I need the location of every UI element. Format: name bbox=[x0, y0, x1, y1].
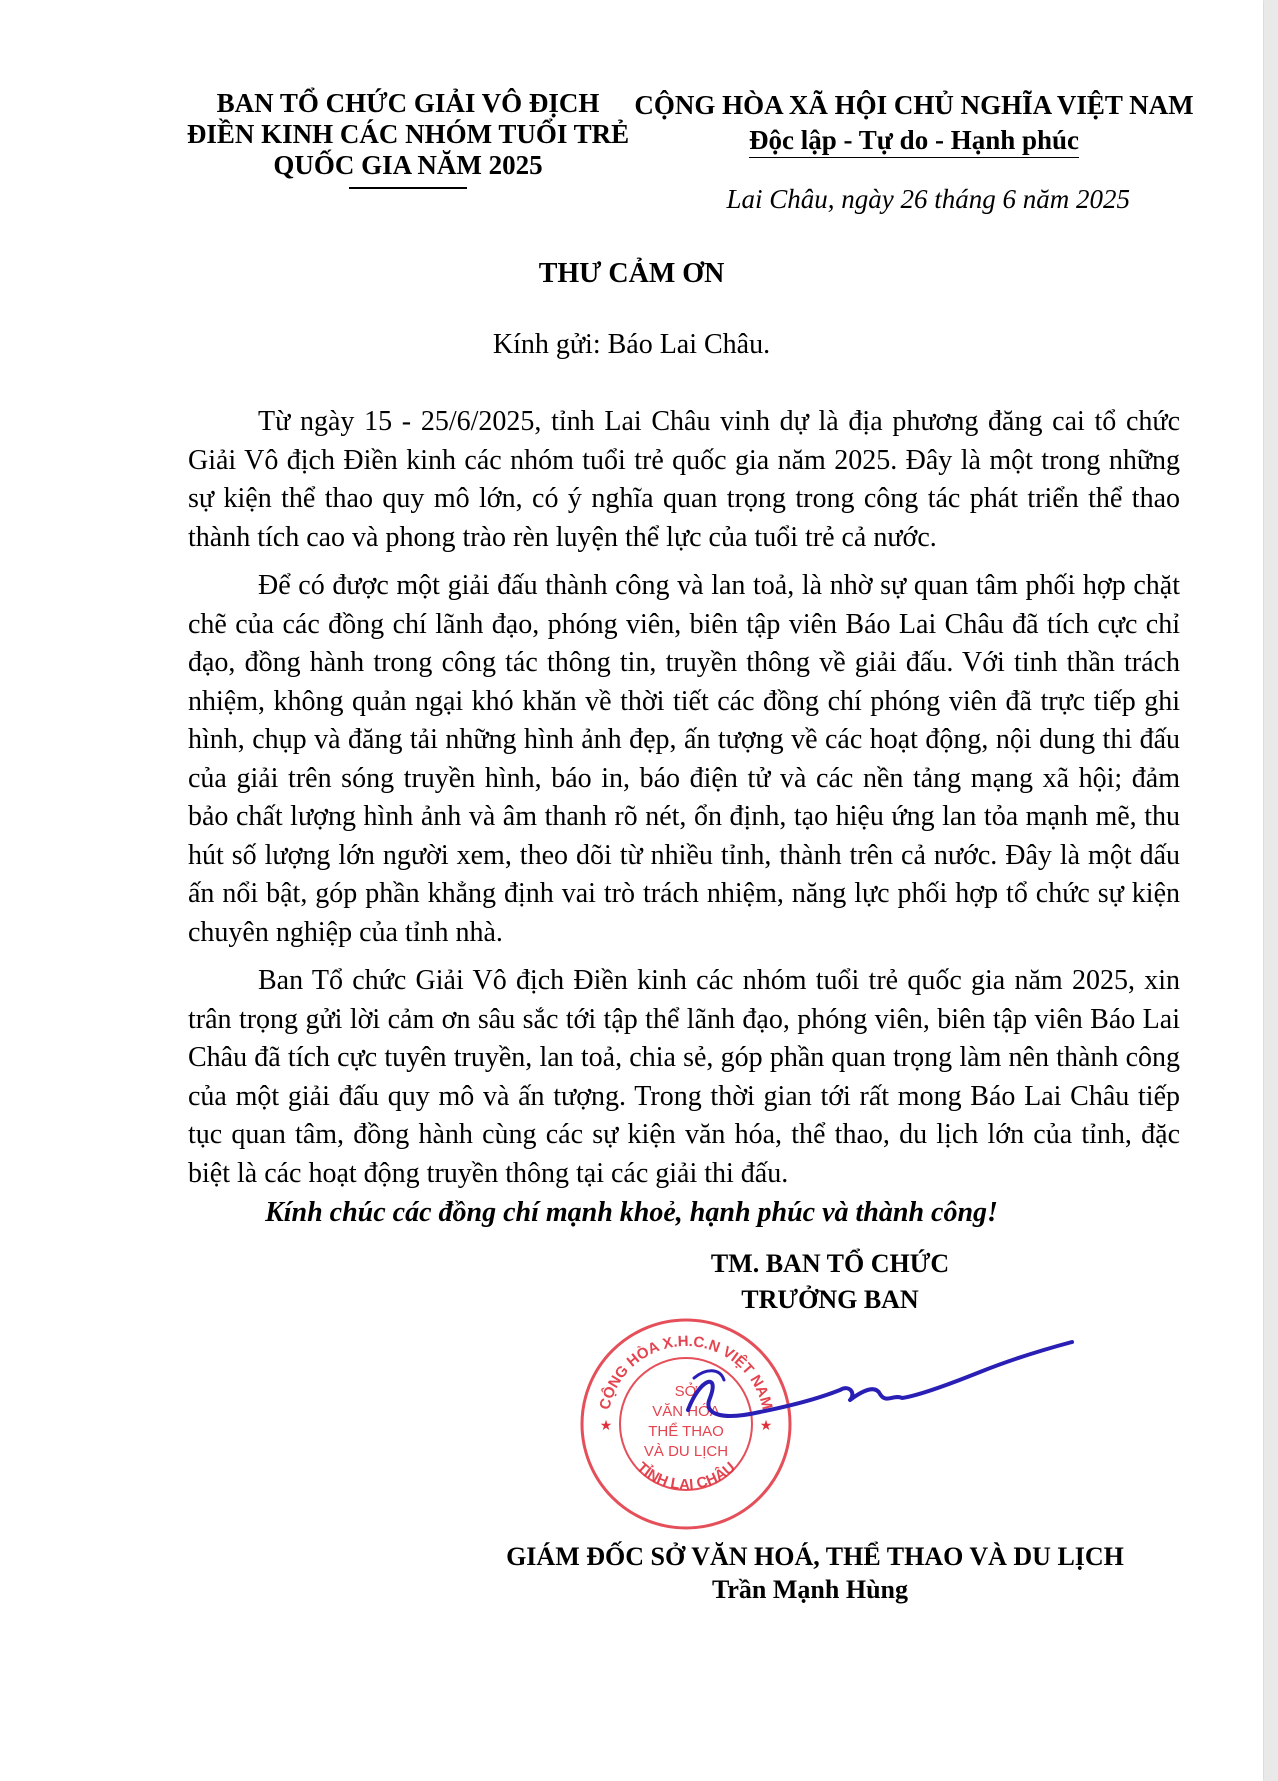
signature-org-line2: TRƯỞNG BAN bbox=[741, 1285, 919, 1314]
national-motto: Độc lập - Tự do - Hạnh phúc bbox=[749, 125, 1079, 158]
page-edge bbox=[1264, 0, 1278, 1781]
handwritten-signature bbox=[680, 1328, 1080, 1438]
recipient-line: Kính gửi: Báo Lai Châu. bbox=[492, 329, 771, 360]
seal-center-line: SỞ bbox=[674, 1383, 698, 1400]
body-paragraph: Ban Tổ chức Giải Vô địch Điền kinh các nhóm tuổi trẻ quốc gia năm 2025, xin trân trọng gửi lời cảm ơn sâu sắc tới tập thể lãnh đạo, phóng viên, biên tập viên Báo Lai Châu đã tích cực tuyên truyền, lan toả, chia sẻ, góp phần quan trọng làm nên thành công của một giải đấu quy mô và ấn tượng. Trong thời gian tới rất mong Báo Lai Châu tiếp tục quan tâm, đồng hành cùng các sự kiện văn hóa, thể thao, du lịch lớn của tỉnh, đặc biệt là các hoạt động truyền thông tại các giải thi đấu. bbox=[188, 965, 1180, 1189]
svg-text:TỈNH LAI CHÂU bbox=[633, 1459, 738, 1494]
body-paragraph: Để có được một giải đấu thành công và lan toả, là nhờ sự quan tâm phối hợp chặt chẽ của các đồng chí lãnh đạo, phóng viên, biên tập viên Báo Lai Châu đã tích cực chỉ đạo, đồng hành trong công tác thông tin, truyền thông về giải đấu. Với tinh thần trách nhiệm, không quản ngại khó khăn về thời tiết các đồng chí phóng viên đã trực tiếp ghi hình, chụp và đăng tải những hình ảnh đẹp, ấn tượng về các hoạt động, nội dung thi đấu của giải trên sóng truyền hình, báo in, báo điện tử và các nền tảng mạng xã hội; đảm bảo chất lượng hình ảnh và âm thanh rõ nét, ổn định, tạo hiệu ứng lan tỏa mạnh mẽ, thu hút số lượng lớn người xem, theo dõi từ nhiều tỉnh, thành trên cả nước. Đây là một dấu ấn nổi bật, góp phần khẳng định vai trò trách nhiệm, năng lực phối hợp tổ chức sự kiện chuyên nghiệp của tỉnh nhà. bbox=[188, 570, 1180, 948]
seal-center-line: VĂN HÓA bbox=[652, 1403, 720, 1420]
issuing-body-line1: BAN TỔ CHỨC GIẢI VÔ ĐỊCH bbox=[216, 88, 600, 118]
country-name: CỘNG HÒA XÃ HỘI CHỦ NGHĨA VIỆT NAM bbox=[634, 90, 1194, 120]
seal-center-line: THỂ THAO bbox=[648, 1423, 724, 1440]
signature-org-line1: TM. BAN TỔ CHỨC bbox=[710, 1249, 950, 1278]
seal-bottom-text: TỈNH LAI CHÂU bbox=[633, 1458, 739, 1494]
issuing-body-header bbox=[178, 88, 638, 189]
document-title: THƯ CẢM ƠN bbox=[538, 258, 725, 289]
date-line: Lai Châu, ngày 26 tháng 6 năm 2025 bbox=[726, 184, 1130, 214]
seal-ring-text: CỘNG HÒA X.H.C.N VIỆT NAM bbox=[596, 1332, 776, 1412]
body-paragraph: Từ ngày 15 - 25/6/2025, tỉnh Lai Châu vinh dự là địa phương đăng cai tổ chức Giải Vô địch Điền kinh các nhóm tuổi trẻ quốc gia năm 2025. Đây là một trong những sự kiện thể thao quy mô lớn, có ý nghĩa quan trọng trong công tác phát triển thể thao thành tích cao và phong trào rèn luyện thể lực của tuổi trẻ cả nước. bbox=[188, 406, 1180, 553]
closing-wish: Kính chúc các đồng chí mạnh khoẻ, hạnh phúc và thành công! bbox=[265, 1197, 998, 1228]
svg-text:★: ★ bbox=[759, 1419, 773, 1434]
signature-authority bbox=[640, 1246, 1020, 1318]
issuing-body-line3: QUỐC GIA NĂM 2025 bbox=[273, 150, 543, 180]
header-left-underline bbox=[349, 187, 467, 189]
issuing-body-line2: ĐIỀN KINH CÁC NHÓM TUỔI TRẺ bbox=[186, 119, 630, 149]
signer-position: GIÁM ĐỐC SỞ VĂN HOÁ, THỂ THAO VÀ DU LỊCH bbox=[506, 1542, 1124, 1571]
signer-name: Trần Mạnh Hùng bbox=[711, 1575, 908, 1604]
seal-center-line: VÀ DU LỊCH bbox=[643, 1443, 729, 1460]
svg-text:★: ★ bbox=[599, 1419, 613, 1434]
letter-body bbox=[188, 403, 1180, 1203]
national-header bbox=[632, 88, 1196, 158]
